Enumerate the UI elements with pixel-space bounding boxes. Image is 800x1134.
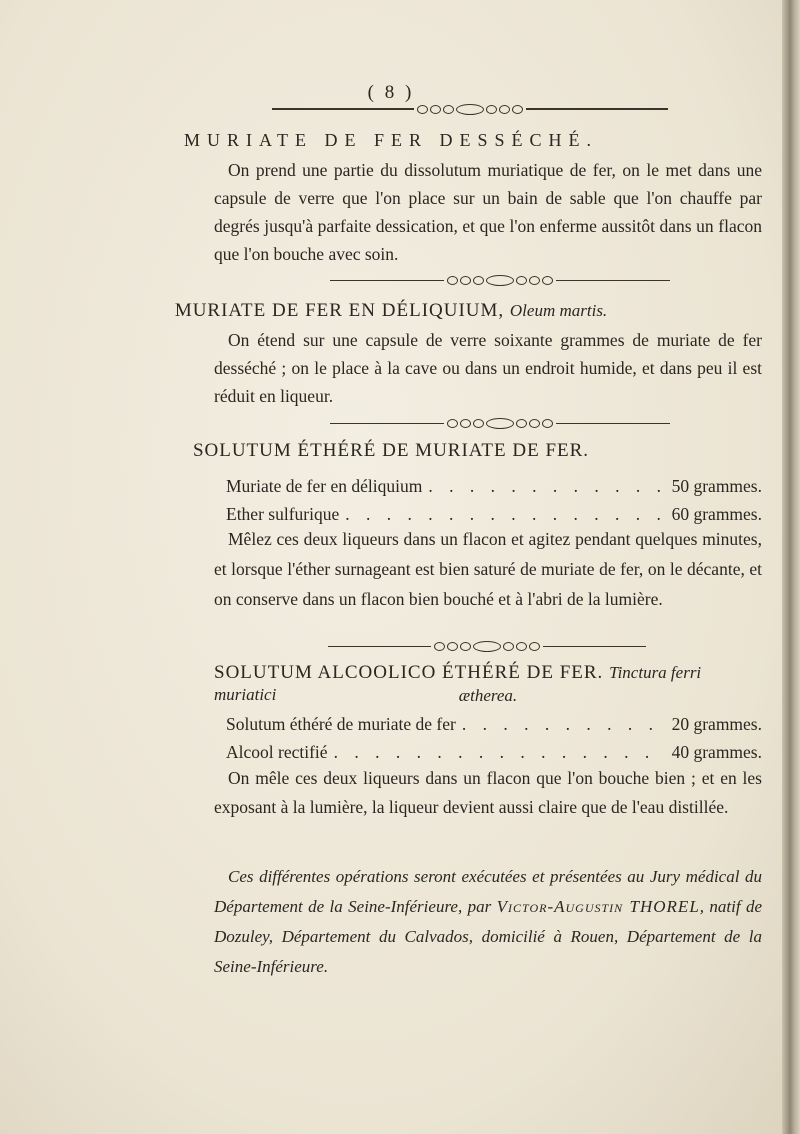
section-title-latin: Tinctura ferri muriatici	[214, 663, 702, 704]
section-title: SOLUTUM ÉTHÉRÉ DE MURIATE DE FER.	[192, 440, 590, 461]
ingredient-quantity: 20 grammes.	[671, 714, 762, 734]
ingredient-row	[226, 738, 762, 766]
leader-dots	[462, 710, 666, 738]
ingredient-row	[226, 710, 762, 738]
ornamental-rule	[330, 275, 670, 285]
author-name: Victor-Augustin THOREL	[496, 897, 700, 916]
section-title	[0, 300, 782, 322]
section-title: MURIATE DE FER DESSÉCHÉ.	[183, 130, 598, 150]
closing-statement	[214, 862, 762, 982]
section-paragraph: On étend sur une capsule de verre soixante grammes de muriate de fer desséché ; on le place à la cave ou dans un endroit humide, et dans peu il est réduit en liqueur.	[214, 330, 762, 406]
ornamental-rule	[328, 641, 646, 651]
ingredient-quantity: 40 grammes.	[671, 742, 762, 762]
section-paragraph: On prend une partie du dissolutum muriatique de fer, on le met dans une capsule de verre que l'on place sur un bain de sable que l'on chauffe par degrés jusqu'à parfaite dessication, et que l'on enferme aussitôt dans un flacon que l'on bouche avec soin.	[214, 160, 762, 264]
ingredient-quantity: 60 grammes.	[671, 504, 762, 524]
section-paragraph: On mêle ces deux liqueurs dans un flacon que l'on bouche bien ; et en les exposant à la lumière, la liqueur devient aussi claire que de l'eau distillée.	[214, 768, 762, 817]
ingredient-quantity: 50 grammes.	[671, 476, 762, 496]
closing-text-start: Ces différentes opérations seront exécutées et présentées au Jury médical du Département de la Seine-Inférieure, par	[214, 867, 762, 916]
ingredient-name: Solutum éthéré de muriate de fer	[226, 714, 456, 734]
section-title-latin: Oleum martis.	[509, 301, 608, 320]
ingredient-row	[226, 472, 762, 500]
page-number: ( 8 )	[367, 82, 415, 103]
leader-dots	[334, 738, 666, 766]
leader-dots	[428, 472, 665, 500]
section-subtitle-latin: ætherea.	[458, 686, 518, 705]
section-title-text: MURIATE DE FER EN DÉLIQUIUM,	[174, 300, 505, 321]
closing-text-end: , natif de Dozuley, Département du Calvados, domicilié à Rouen, Département de la Seine-Inférieure.	[214, 897, 762, 976]
ornamental-rule	[272, 104, 668, 114]
ingredient-name: Muriate de fer en déliquium	[226, 476, 423, 496]
book-page-edge	[782, 0, 800, 1134]
section-paragraph: Mêlez ces deux liqueurs dans un flacon et agitez pendant quelques minutes, et lorsque l'éther surnageant est bien saturé de muriate de fer, on le décante, et on conserve dans un flacon bien bouché et à l'abri de la lumière.	[214, 529, 762, 609]
ingredient-name: Ether sulfurique	[226, 504, 340, 524]
ornamental-rule	[330, 418, 670, 428]
section-title-text: SOLUTUM ALCOOLICO ÉTHÉRÉ DE FER.	[214, 662, 604, 683]
ingredient-name: Alcool rectifié	[226, 742, 328, 762]
